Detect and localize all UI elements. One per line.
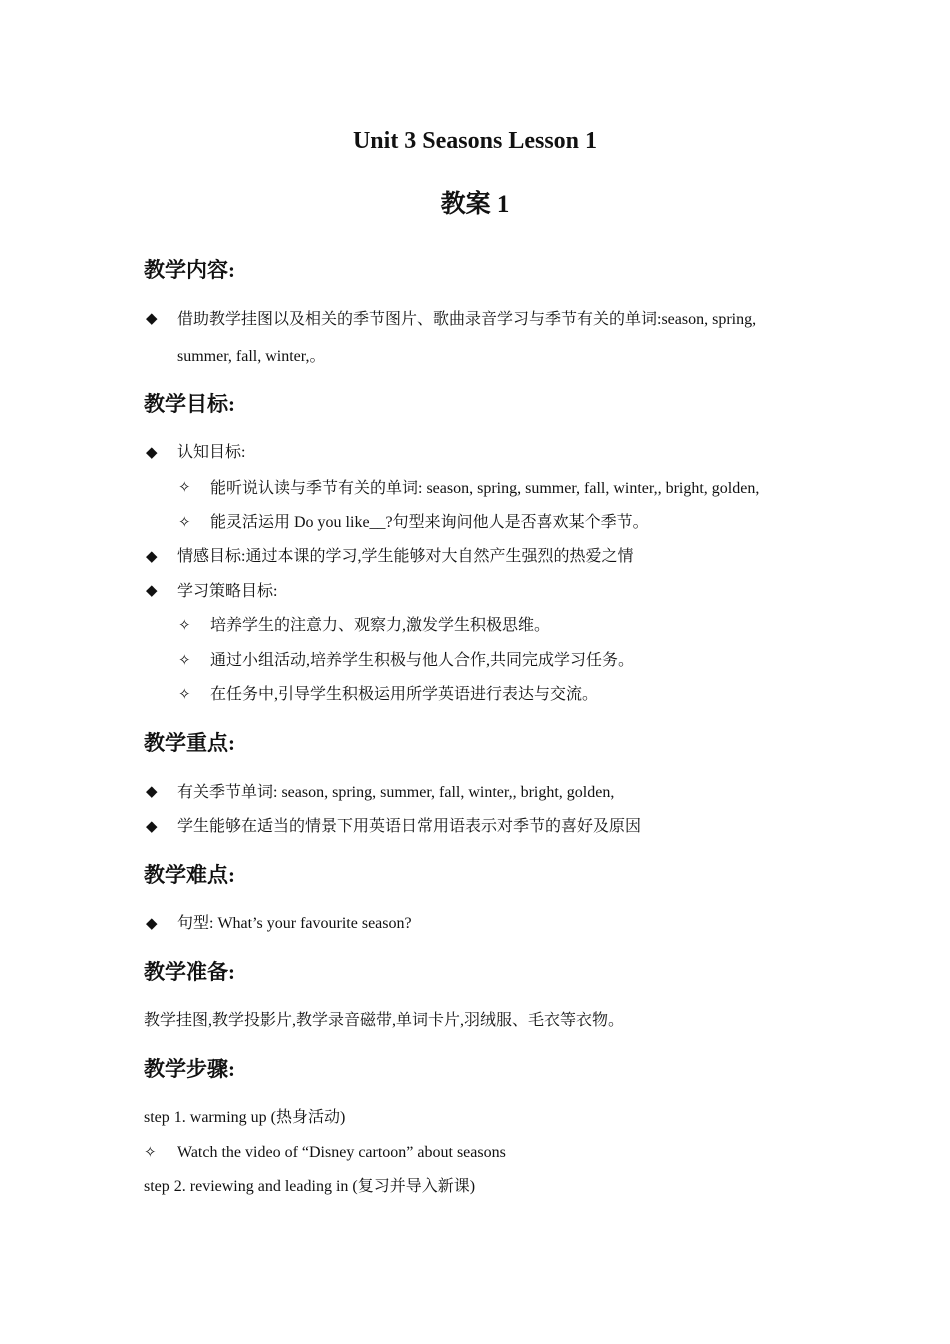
key-point-item2: 学生能够在适当的情景下用英语日常用语表示对季节的喜好及原因	[177, 818, 642, 835]
star-bullet-icon: ✧	[178, 515, 191, 531]
heading-teaching-steps: 教学步骤:	[144, 1057, 235, 1081]
objective-strategy-sub3: 在任务中,引导学生积极运用所学英语进行表达与交流。	[210, 686, 599, 703]
heading-difficulties: 教学难点:	[144, 863, 235, 887]
diamond-bullet-icon: ◆	[146, 445, 158, 461]
content-item-line1: 借助教学挂图以及相关的季节图片、歌曲录音学习与季节有关的单词:season, spring,	[177, 311, 757, 328]
objective-strategy-sub1: 培养学生的注意力、观察力,激发学生积极思维。	[210, 617, 551, 634]
diamond-bullet-icon: ◆	[146, 916, 158, 932]
objective-cognitive: 认知目标:	[177, 444, 246, 461]
heading-key-points: 教学重点:	[144, 731, 235, 755]
objective-cognitive-sub2: 能灵活运用 Do you like__?句型来询问他人是否喜欢某个季节。	[210, 514, 649, 531]
star-bullet-icon: ✧	[178, 618, 191, 634]
objective-strategy-sub2: 通过小组活动,培养学生积极与他人合作,共同完成学习任务。	[210, 652, 635, 669]
step1-label: step 1. warming up (热身活动)	[144, 1109, 346, 1126]
diamond-bullet-icon: ◆	[146, 819, 158, 835]
diamond-bullet-icon: ◆	[146, 784, 158, 800]
star-bullet-icon: ✧	[178, 653, 191, 669]
document-title: Unit 3 Seasons Lesson 1	[352, 128, 598, 154]
objective-emotional: 情感目标:通过本课的学习,学生能够对大自然产生强烈的热爱之情	[177, 548, 634, 565]
key-point-item1: 有关季节单词: season, spring, summer, fall, winter,, bright, golden,	[177, 784, 615, 801]
star-bullet-icon: ✧	[178, 480, 191, 496]
star-bullet-icon: ✧	[144, 1145, 157, 1161]
document-subtitle: 教案 1	[440, 191, 510, 218]
star-bullet-icon: ✧	[178, 687, 191, 703]
heading-preparation: 教学准备:	[144, 960, 235, 984]
objective-strategy: 学习策略目标:	[177, 583, 278, 600]
heading-teaching-content: 教学内容:	[144, 258, 235, 282]
objective-cognitive-sub1: 能听说认读与季节有关的单词: season, spring, summer, fall, winter,, bright, golden,	[210, 480, 760, 497]
difficulty-item1: 句型: What’s your favourite season?	[177, 915, 412, 932]
heading-teaching-objectives: 教学目标:	[144, 392, 235, 416]
diamond-bullet-icon: ◆	[146, 311, 158, 327]
content-item-line2: summer, fall, winter,。	[177, 348, 326, 365]
diamond-bullet-icon: ◆	[146, 583, 158, 599]
diamond-bullet-icon: ◆	[146, 549, 158, 565]
preparation-text: 教学挂图,教学投影片,教学录音磁带,单词卡片,羽绒服、毛衣等衣物。	[144, 1012, 625, 1029]
step1-sub-item: Watch the video of “Disney cartoon” about seasons	[177, 1144, 506, 1161]
step2-label: step 2. reviewing and leading in (复习并导入新课)	[144, 1178, 476, 1195]
